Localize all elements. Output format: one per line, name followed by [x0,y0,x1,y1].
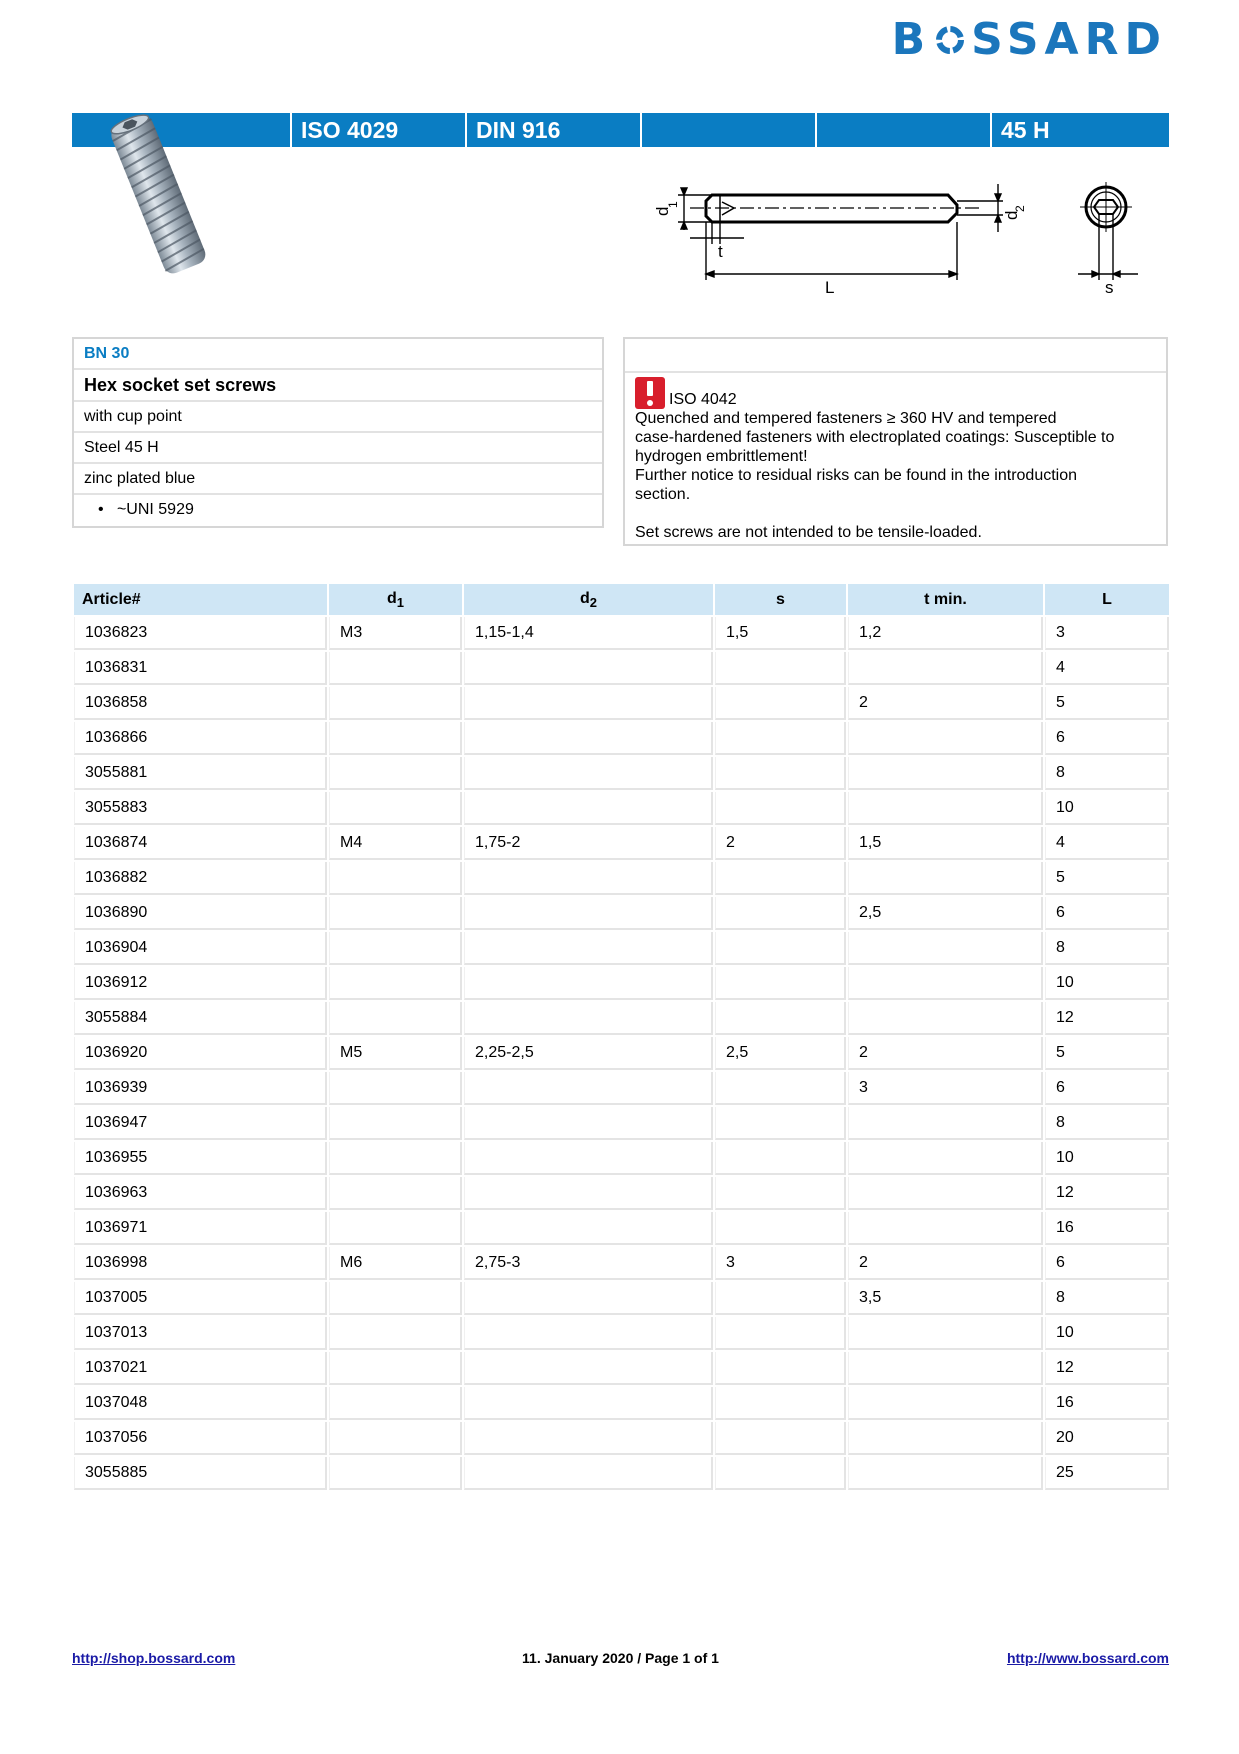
cell-d2 [464,652,713,685]
cell-s: 2 [715,827,846,860]
cell-s [715,967,846,1000]
warning-box [623,337,1168,546]
cell-t-min [848,1457,1043,1490]
header-d2-subscript: 2 [589,594,597,610]
cell-l: 6 [1045,1247,1169,1280]
cell-s [715,1457,846,1490]
header-t-min [848,584,1043,615]
cell-d1: M3 [329,617,462,650]
cell-d1 [329,1142,462,1175]
cell-t-min: 2,5 [848,897,1043,930]
header-d1 [329,584,462,615]
cell-d1 [329,1387,462,1420]
table-row [74,1387,1169,1420]
cell-article: 1036858 [74,687,327,720]
cell-d1 [329,1107,462,1140]
cell-d1 [329,967,462,1000]
cell-d1: M4 [329,827,462,860]
cell-article: 1036955 [74,1142,327,1175]
cell-t-min [848,722,1043,755]
cell-article: 1036831 [74,652,327,685]
cell-t-min [848,1212,1043,1245]
set-screw-photo [98,108,218,280]
table-row [74,1247,1169,1280]
header-article-text: Article# [82,590,141,608]
cell-d1 [329,1317,462,1350]
drawing-label-d1: d [653,206,672,216]
cell-article: 3055884 [74,1002,327,1035]
cell-d1 [329,1457,462,1490]
cell-article: 1036904 [74,932,327,965]
cell-article: 1036963 [74,1177,327,1210]
table-row [74,967,1169,1000]
cell-article: 3055881 [74,757,327,790]
cell-t-min [848,1352,1043,1385]
cell-l: 16 [1045,1387,1169,1420]
table-row [74,617,1169,650]
bossard-logo: B SSARD [891,14,1167,65]
cell-s [715,1142,846,1175]
warning-line-2: case-hardened fasteners with electroplated coatings: Susceptible to [635,429,1115,446]
cell-d2 [464,722,713,755]
cell-t-min [848,652,1043,685]
cell-d2 [464,1457,713,1490]
cell-d1 [329,652,462,685]
table-row [74,862,1169,895]
cell-d2 [464,1107,713,1140]
header-article [74,584,327,615]
header-t-min-text: t min. [924,590,967,608]
cell-s [715,1177,846,1210]
cell-d2 [464,932,713,965]
cell-d2 [464,1212,713,1245]
table-row [74,757,1169,790]
table-row [74,932,1169,965]
cell-d2 [464,1387,713,1420]
table-row [74,827,1169,860]
cell-d2 [464,792,713,825]
table-row [74,1002,1169,1035]
cell-l: 6 [1045,897,1169,930]
cell-s [715,792,846,825]
cell-s [715,1387,846,1420]
cell-s [715,1282,846,1315]
header-s [715,584,846,615]
warning-line-1: Quenched and tempered fasteners ≥ 360 HV and tempered [635,410,1057,427]
band-cell-iso: ISO 4029 [290,113,465,147]
cell-l: 5 [1045,687,1169,720]
cell-article: 1036866 [74,722,327,755]
cell-l: 10 [1045,792,1169,825]
drawing-label-L: L [825,278,835,297]
cell-d2 [464,967,713,1000]
cell-s [715,722,846,755]
drawing-label-t: t [718,242,723,261]
cell-t-min [848,1142,1043,1175]
cell-article: 1037021 [74,1352,327,1385]
cell-d2 [464,897,713,930]
warning-note: Set screws are not intended to be tensile-loaded. [635,524,982,541]
product-standard-text: ~UNI 5929 [116,501,194,518]
cell-s: 2,5 [715,1037,846,1070]
cell-t-min: 3 [848,1072,1043,1105]
technical-drawing [653,170,1150,315]
footer [72,1650,1169,1670]
cell-s [715,897,846,930]
cell-d2: 2,25-2,5 [464,1037,713,1070]
cell-article: 1036890 [74,897,327,930]
product-code: BN 30 [74,339,602,370]
cell-t-min [848,1317,1043,1350]
header-l [1045,584,1169,615]
cell-l: 20 [1045,1422,1169,1455]
cell-l: 4 [1045,827,1169,860]
cell-d1 [329,1282,462,1315]
cell-d1 [329,932,462,965]
cell-d1 [329,1177,462,1210]
cell-d1 [329,1422,462,1455]
cell-d1 [329,687,462,720]
table-row [74,1072,1169,1105]
product-standard-item [74,495,602,526]
cell-d2 [464,1072,713,1105]
cell-t-min: 1,2 [848,617,1043,650]
header-d2 [464,584,713,615]
cell-d1 [329,862,462,895]
product-detail-point: with cup point [74,402,602,433]
table-row [74,687,1169,720]
drawing-label-s: s [1105,278,1114,297]
cell-s [715,757,846,790]
cell-l: 8 [1045,757,1169,790]
cell-d1: M6 [329,1247,462,1280]
cell-l: 5 [1045,1037,1169,1070]
header-d2-text: d [579,589,590,607]
cell-d1 [329,897,462,930]
cell-l: 10 [1045,967,1169,1000]
cell-article: 1036823 [74,617,327,650]
cell-l: 12 [1045,1352,1169,1385]
shop-link[interactable]: http://shop.bossard.com [72,1650,236,1666]
header-l-text: L [1102,590,1112,608]
cell-d2 [464,1317,713,1350]
cell-article: 1037056 [74,1422,327,1455]
warning-line-4: Further notice to residual risks can be found in the introduction [635,467,1078,484]
cell-article: 1037005 [74,1282,327,1315]
cell-s [715,1002,846,1035]
cell-t-min: 2 [848,687,1043,720]
cell-t-min [848,1177,1043,1210]
cell-t-min: 1,5 [848,827,1043,860]
band-cell-grade: 45 H [990,113,1169,147]
table-row [74,1282,1169,1315]
warning-body [625,373,1166,546]
table-row [74,897,1169,930]
cell-t-min [848,1387,1043,1420]
cell-l: 10 [1045,1142,1169,1175]
table-row [74,1177,1169,1210]
band-cell-empty-1 [640,113,815,147]
warning-box-header [625,339,1166,373]
cell-t-min [848,1002,1043,1035]
cell-article: 1036874 [74,827,327,860]
website-link[interactable]: http://www.bossard.com [1006,1650,1169,1666]
cell-s [715,687,846,720]
cell-t-min [848,862,1043,895]
cell-d2: 2,75-3 [464,1247,713,1280]
cell-s [715,862,846,895]
cell-l: 3 [1045,617,1169,650]
cell-d1 [329,722,462,755]
warning-standard: ISO 4042 [669,391,737,408]
cell-l: 6 [1045,722,1169,755]
cell-article: 1036998 [74,1247,327,1280]
drawing-label-d2-sub: 2 [1013,205,1027,212]
cell-d1 [329,1072,462,1105]
cell-s [715,1072,846,1105]
cell-d1 [329,1212,462,1245]
cell-t-min [848,757,1043,790]
cell-t-min [848,932,1043,965]
cell-d2 [464,1282,713,1315]
cell-t-min: 2 [848,1037,1043,1070]
cell-d2 [464,862,713,895]
product-detail-material: Steel 45 H [74,433,602,464]
cell-d1: M5 [329,1037,462,1070]
cell-article: 1037013 [74,1317,327,1350]
cell-s [715,932,846,965]
header-d1-text: d [386,589,397,607]
drawing-label-d1-sub: 1 [666,201,680,208]
cell-d2 [464,757,713,790]
warning-line-5: section. [635,486,691,503]
cell-d1 [329,1002,462,1035]
cell-d2 [464,1142,713,1175]
cell-d1 [329,792,462,825]
cell-l: 16 [1045,1212,1169,1245]
cell-s [715,1317,846,1350]
cell-l: 12 [1045,1002,1169,1035]
cell-d2 [464,687,713,720]
cell-d2 [464,1422,713,1455]
header-band [72,113,1169,147]
cell-d1 [329,757,462,790]
cell-article: 3055883 [74,792,327,825]
cell-s: 1,5 [715,617,846,650]
cell-t-min [848,1422,1043,1455]
table-row [74,1422,1169,1455]
cell-article: 1036939 [74,1072,327,1105]
logo-ring-icon [935,25,965,55]
cell-l: 8 [1045,1107,1169,1140]
product-title: Hex socket set screws [74,370,602,402]
cell-article: 1036947 [74,1107,327,1140]
cell-article: 1036920 [74,1037,327,1070]
table-row [74,792,1169,825]
cell-article: 1036971 [74,1212,327,1245]
table-row [74,1317,1169,1350]
band-cell-din: DIN 916 [465,113,640,147]
table-row [74,1107,1169,1140]
table-row [74,652,1169,685]
product-info-box [72,337,604,528]
cell-article: 1036882 [74,862,327,895]
cell-article: 1036912 [74,967,327,1000]
cell-l: 8 [1045,932,1169,965]
header-d1-subscript: 1 [396,594,404,610]
table-row [74,1352,1169,1385]
table-header-row [74,584,1169,615]
cell-l: 4 [1045,652,1169,685]
cell-t-min [848,1107,1043,1140]
cell-t-min [848,967,1043,1000]
cell-l: 12 [1045,1177,1169,1210]
cell-l: 5 [1045,862,1169,895]
cell-t-min: 2 [848,1247,1043,1280]
exclamation-warning-icon [635,377,665,409]
article-table [72,582,1171,1492]
bullet-icon: • [98,501,117,518]
cell-d2 [464,1352,713,1385]
cell-l: 25 [1045,1457,1169,1490]
cell-d1 [329,1352,462,1385]
cell-d2 [464,1177,713,1210]
cell-s [715,652,846,685]
cell-l: 6 [1045,1072,1169,1105]
drawing-label-d2: d [1002,210,1021,220]
cell-s [715,1107,846,1140]
cell-article: 1037048 [74,1387,327,1420]
cell-t-min: 3,5 [848,1282,1043,1315]
header-s-text: s [776,590,785,608]
table-row [74,1037,1169,1070]
cell-d2 [464,1002,713,1035]
cell-l: 8 [1045,1282,1169,1315]
table-row [74,1457,1169,1490]
table-row [74,1142,1169,1175]
cell-article: 3055885 [74,1457,327,1490]
cell-l: 10 [1045,1317,1169,1350]
cell-d2: 1,75-2 [464,827,713,860]
band-cell-empty-2 [815,113,990,147]
product-detail-finish: zinc plated blue [74,464,602,495]
table-row [74,722,1169,755]
cell-s [715,1422,846,1455]
cell-s [715,1352,846,1385]
cell-s [715,1212,846,1245]
warning-line-3: hydrogen embrittlement! [635,448,808,465]
cell-d2: 1,15-1,4 [464,617,713,650]
cell-s: 3 [715,1247,846,1280]
footer-date-page: 11. January 2020 / Page 1 of 1 [522,1650,719,1666]
cell-t-min [848,792,1043,825]
table-row [74,1212,1169,1245]
